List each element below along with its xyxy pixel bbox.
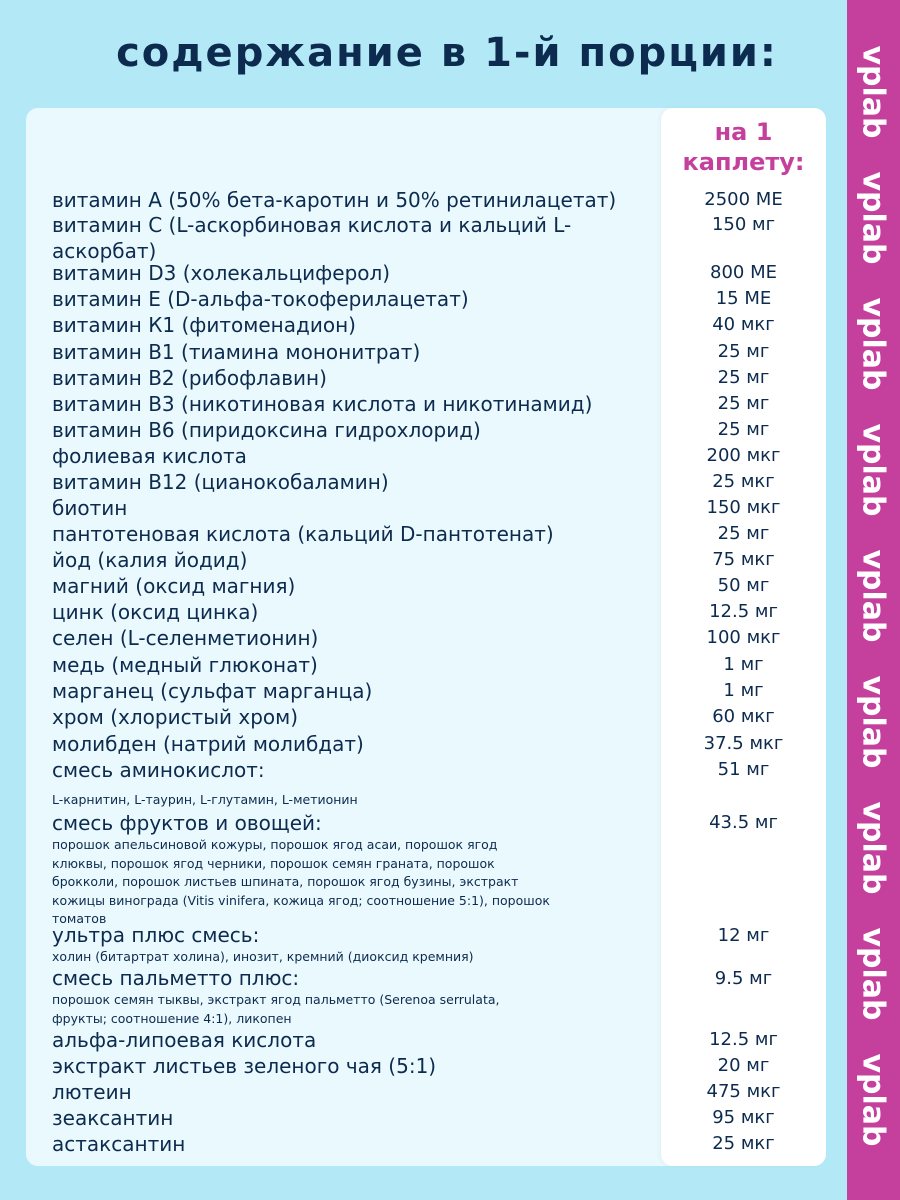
row-value: 60 мкг xyxy=(712,706,775,727)
table-row xyxy=(52,495,652,521)
table-row xyxy=(52,469,652,495)
table-row xyxy=(52,810,552,929)
page-title: содержание в 1-й порции: xyxy=(116,30,778,76)
blend-detail: порошок семян тыквы, экстракт ягод пальметто (Serenoa serrulata, фрукты; соотношение 4:1), ликопен xyxy=(52,992,500,1026)
blend-detail: L-карнитин, L-таурин, L-глутамин, L-метионин xyxy=(52,792,358,807)
row-value: 12.5 мг xyxy=(709,1029,778,1050)
row-name: биотин xyxy=(52,496,128,520)
row-value: 475 мкг xyxy=(706,1081,781,1102)
row-name: астаксантин xyxy=(52,1132,186,1156)
row-value: 75 мкг xyxy=(712,549,775,570)
table-row xyxy=(52,417,652,443)
table-row xyxy=(52,1079,652,1105)
row-value: 43.5 мг xyxy=(709,812,778,833)
row-value: 25 мкг xyxy=(712,471,775,492)
table-row xyxy=(52,704,652,730)
row-value: 12.5 мг xyxy=(709,601,778,622)
row-name: витамин К1 (фитоменадион) xyxy=(52,313,356,337)
row-name: селен (L-селенметионин) xyxy=(52,626,319,650)
row-name: витамин В12 (цианокобаламин) xyxy=(52,470,389,494)
row-value: 150 мкг xyxy=(706,497,781,518)
row-name: хром (хлористый хром) xyxy=(52,705,299,729)
row-name: витамин В3 (никотиновая кислота и никотинамид) xyxy=(52,392,593,416)
row-name: витамин В1 (тиамина мононитрат) xyxy=(52,340,421,364)
row-value: 37.5 мкг xyxy=(703,733,784,754)
row-name: смесь фруктов и овощей: xyxy=(52,811,322,835)
row-value: 51 мг xyxy=(717,759,770,780)
row-name: витамин Е (D-альфа-токоферилацетат) xyxy=(52,287,469,311)
row-value: 20 мг xyxy=(717,1055,770,1076)
row-value: 50 мг xyxy=(717,575,770,596)
row-name: витамин В6 (пиридоксина гидрохлорид) xyxy=(52,418,481,442)
table-row xyxy=(52,365,652,391)
row-name: лютеин xyxy=(52,1080,132,1104)
row-name: витамин А (50% бета-каротин и 50% ретинилацетат) xyxy=(52,188,617,212)
row-value: 12 мг xyxy=(717,925,770,946)
row-value: 200 мкг xyxy=(706,445,781,466)
row-name: зеаксантин xyxy=(52,1106,174,1130)
table-row xyxy=(52,521,652,547)
table-row xyxy=(52,1105,652,1131)
table-row xyxy=(52,1053,652,1079)
row-value: 25 мг xyxy=(717,367,770,388)
row-name: фолиевая кислота xyxy=(52,444,247,468)
table-row xyxy=(52,966,542,1028)
row-value: 100 мкг xyxy=(706,627,781,648)
row-value: 800 МЕ xyxy=(710,262,777,283)
row-name: экстракт листьев зеленого чая (5:1) xyxy=(52,1054,437,1078)
row-value: 2500 МЕ xyxy=(704,189,783,210)
row-name: смесь аминокислот: xyxy=(52,758,265,782)
row-name: медь (медный глюконат) xyxy=(52,653,318,677)
table-row xyxy=(52,923,652,966)
table-row xyxy=(52,599,652,625)
row-value: 9.5 мг xyxy=(714,968,773,989)
table-row xyxy=(52,339,652,365)
row-name: цинк (оксид цинка) xyxy=(52,600,259,624)
row-name: смесь пальметто плюс: xyxy=(52,966,300,990)
table-row xyxy=(52,731,652,757)
table-row xyxy=(52,260,652,286)
table-row xyxy=(52,391,652,417)
row-name: пантотеновая кислота (кальций D-пантотенат) xyxy=(52,522,554,546)
row-name: витамин D3 (холекальциферол) xyxy=(52,261,391,285)
table-row xyxy=(52,547,652,573)
column-header: на 1 каплету: xyxy=(682,118,805,176)
row-value: 25 мкг xyxy=(712,1133,775,1154)
row-value: 40 мкг xyxy=(712,314,775,335)
table-row xyxy=(52,573,652,599)
table-row xyxy=(52,443,652,469)
row-name: йод (калия йодид) xyxy=(52,548,248,572)
row-value: 25 мг xyxy=(717,341,770,362)
row-name: витамин В2 (рибофлавин) xyxy=(52,366,327,390)
table-row xyxy=(52,757,652,783)
table-row xyxy=(52,652,652,678)
row-value: 1 мг xyxy=(723,654,764,675)
row-value: 25 мг xyxy=(717,393,770,414)
row-name: альфа-липоевая кислота xyxy=(52,1028,317,1052)
table-row xyxy=(52,1131,652,1157)
blend-detail: холин (битартрат холина), инозит, кремний (диоксид кремния) xyxy=(52,949,474,964)
table-row xyxy=(52,187,652,213)
table-row xyxy=(52,312,652,338)
row-value: 95 мкг xyxy=(712,1107,775,1128)
table-row xyxy=(52,625,652,651)
row-value: 150 мг xyxy=(711,214,776,235)
row-value: 1 мг xyxy=(723,680,764,701)
row-name: магний (оксид магния) xyxy=(52,574,296,598)
blend-detail: порошок апельсиновой кожуры, порошок ягод асаи, порошок ягод клюквы, порошок ягод черники, порошок семян граната, порошок брокколи, порошок листьев шпината, порошок ягод бузины, экстракт кожицы винограда (Vitis vinifera, кожица ягод; соотношение 5:1), порошок томатов xyxy=(52,837,550,926)
table-row xyxy=(52,678,652,704)
table-row xyxy=(52,286,652,312)
brand-strip: vplab vplab vplab vplab vplab vplab vplab vplab vplab xyxy=(847,0,900,1200)
row-name: молибден (натрий молибдат) xyxy=(52,732,364,756)
table-row xyxy=(52,1027,652,1053)
row-name: марганец (сульфат марганца) xyxy=(52,679,373,703)
table-row xyxy=(52,212,652,264)
row-value: 15 МЕ xyxy=(715,288,772,309)
row-value: 25 мг xyxy=(717,419,770,440)
row-name: витамин С (L-аскорбиновая кислота и кальций L-аскорбат) xyxy=(52,213,572,263)
row-value: 25 мг xyxy=(717,523,770,544)
row-name: ультра плюс смесь: xyxy=(52,923,260,947)
